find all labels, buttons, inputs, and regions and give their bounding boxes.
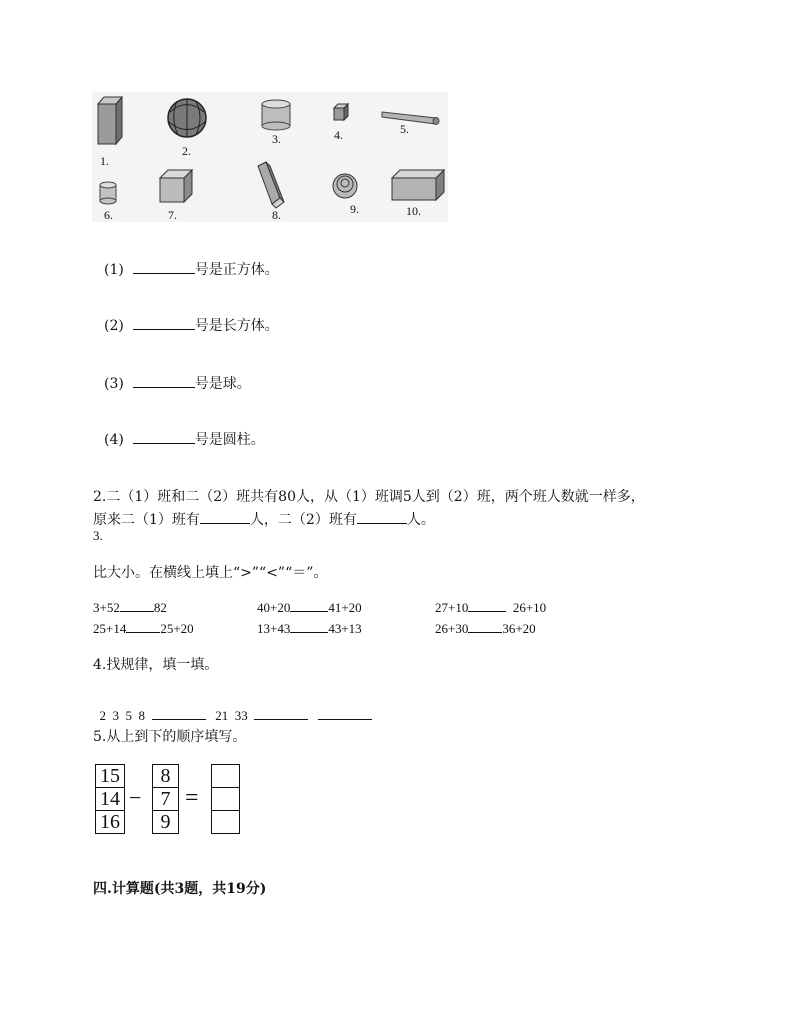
expr-right: 25+20 xyxy=(160,621,194,636)
expr-right: 41+20 xyxy=(328,600,362,615)
q1-item-num: (1) xyxy=(104,262,124,278)
shape-7-cube xyxy=(160,170,192,202)
q2-text-a: 原来二（1）班有 xyxy=(93,512,200,528)
q3-instruction: 比大小。在横线上填上“>”“<”“＝”。 xyxy=(93,565,328,581)
shape-4-small-cube xyxy=(334,104,348,120)
shape-label-6: 6. xyxy=(104,208,113,222)
left-cell-3: 16 xyxy=(95,810,125,834)
answer-blank[interactable] xyxy=(152,706,206,720)
equals-sign: = xyxy=(185,785,199,811)
q1-item-num: (2) xyxy=(104,318,124,334)
shape-label-3: 3. xyxy=(272,132,281,146)
q2-text-c: 人。 xyxy=(406,512,435,528)
left-cell-1: 15 xyxy=(95,764,125,788)
q1-item-text: 号是正方体。 xyxy=(194,262,279,278)
answer-blank[interactable] xyxy=(290,598,328,612)
q1-item-1 xyxy=(104,259,279,279)
minus-sign: − xyxy=(129,785,142,810)
answer-blank[interactable] xyxy=(133,430,195,444)
answer-cell-2[interactable] xyxy=(211,787,240,811)
answer-blank[interactable] xyxy=(318,706,372,720)
answer-blank[interactable] xyxy=(254,706,308,720)
right-cell-3: 9 xyxy=(152,810,179,834)
sequence-start: 2 3 5 8 xyxy=(99,708,145,723)
q3-row-2-col-2 xyxy=(257,619,362,637)
q3-row-1-col-2 xyxy=(257,598,362,616)
answer-blank[interactable] xyxy=(133,260,195,274)
q2-text-b: 人，二（2）班有 xyxy=(249,512,357,528)
answer-blank[interactable] xyxy=(468,598,506,612)
expr-left: 26+30 xyxy=(435,621,469,636)
shape-label-5: 5. xyxy=(400,122,409,136)
answer-blank[interactable] xyxy=(468,619,502,633)
answer-blank[interactable] xyxy=(133,316,195,330)
expr-left: 13+43 xyxy=(257,621,291,636)
shapes-figure xyxy=(92,92,448,222)
expr-left: 3+52 xyxy=(93,600,120,615)
right-cell-2: 7 xyxy=(152,787,179,811)
shape-10-cuboid xyxy=(392,170,444,200)
shape-label-7: 7. xyxy=(168,208,177,222)
q1-item-3 xyxy=(104,373,251,393)
expr-right: 43+13 xyxy=(328,621,362,636)
answer-cell-3[interactable] xyxy=(211,810,240,834)
q1-item-num: (4) xyxy=(104,432,124,448)
shape-label-9: 9. xyxy=(350,202,359,216)
q1-item-text: 号是圆柱。 xyxy=(194,432,265,448)
expr-left: 40+20 xyxy=(257,600,291,615)
q5-puzzle xyxy=(95,764,245,836)
q1-item-num: (3) xyxy=(104,376,124,392)
q1-item-4 xyxy=(104,429,265,449)
answer-blank[interactable] xyxy=(200,510,250,524)
q3-number: 3. xyxy=(93,528,103,543)
q2-line-1: 2.二（1）班和二（2）班共有80人，从（1）班调5人到（2）班，两个班人数就一样多， xyxy=(93,489,645,505)
answer-blank[interactable] xyxy=(120,598,154,612)
answer-blank[interactable] xyxy=(290,619,328,633)
q1-item-text: 号是球。 xyxy=(194,376,251,392)
q2-line-2 xyxy=(93,509,435,529)
q4-title: 4.找规律，填一填。 xyxy=(93,657,219,673)
q1-item-text: 号是长方体。 xyxy=(194,318,279,334)
right-cell-1: 8 xyxy=(152,764,179,788)
answer-blank[interactable] xyxy=(133,374,195,388)
answer-blank[interactable] xyxy=(126,619,160,633)
q1-item-2 xyxy=(104,315,279,335)
answer-cell-1[interactable] xyxy=(211,764,240,788)
q4-sequence xyxy=(93,690,372,724)
shapes-illustration xyxy=(92,92,448,222)
q3-row-1-col-1 xyxy=(93,598,167,616)
shape-label-2: 2. xyxy=(182,144,191,158)
expr-right: 82 xyxy=(153,600,167,615)
shape-label-8: 8. xyxy=(272,208,281,222)
left-cell-2: 14 xyxy=(95,787,125,811)
shape-label-4: 4. xyxy=(334,128,343,142)
section-heading: 四.计算题(共3题，共19分) xyxy=(93,881,267,897)
shape-3-cylinder xyxy=(262,100,290,130)
shape-9-sphere xyxy=(333,174,357,198)
shape-2-sphere xyxy=(168,99,206,137)
expr-right: 36+20 xyxy=(502,621,536,636)
shape-6-small-cylinder xyxy=(100,182,116,204)
expr-left: 27+10 xyxy=(435,600,469,615)
sequence-middle: 21 33 xyxy=(215,708,248,723)
expr-left: 25+14 xyxy=(93,621,127,636)
shape-label-10: 10. xyxy=(406,204,421,218)
q3-row-2-col-1 xyxy=(93,619,194,637)
answer-blank[interactable] xyxy=(357,510,407,524)
shape-1-cuboid xyxy=(98,97,122,144)
expr-right: 26+10 xyxy=(512,600,547,615)
q5-title: 5.从上到下的顺序填写。 xyxy=(93,729,247,745)
q3-row-1-col-3 xyxy=(435,598,546,616)
shape-label-1: 1. xyxy=(100,154,109,168)
q3-row-2-col-3 xyxy=(435,619,536,637)
